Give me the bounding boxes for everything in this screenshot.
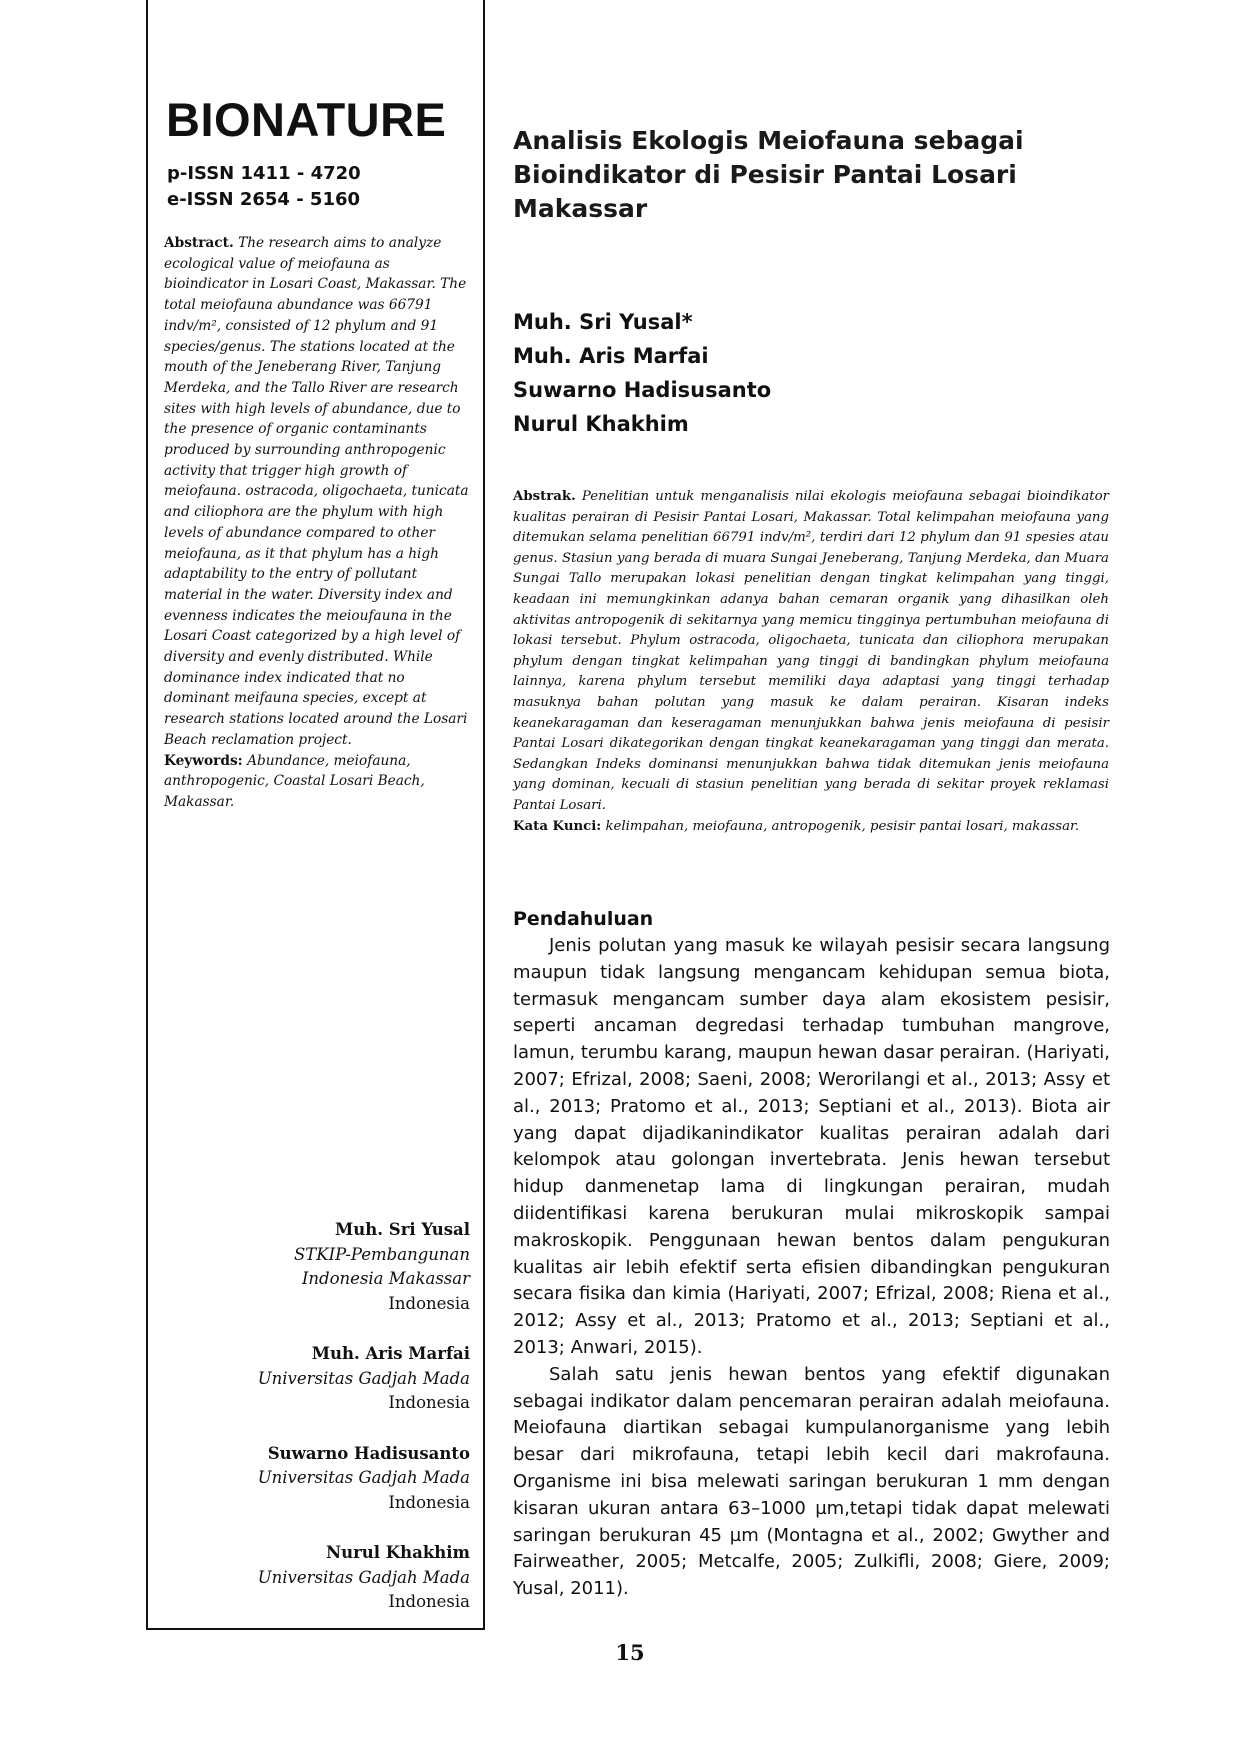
affiliation-name: Muh. Sri Yusal <box>335 1220 470 1239</box>
author-name: Muh. Sri Yusal* <box>513 310 693 334</box>
author-affiliations <box>164 1218 470 1641</box>
affiliation-institution: Universitas Gadjah Mada <box>257 1368 470 1388</box>
affiliation-name: Nurul Khakhim <box>326 1543 470 1562</box>
paragraph: Jenis polutan yang masuk ke wilayah pesisir secara langsung maupun tidak langsung mengancam kehidupan semua biota, termasuk mengancam sumber daya alam ekosistem pesisir, seperti ancaman degredasi terhadap tumbuhan mangrove, lamun, terumbu karang, maupun hewan dasar perairan. (Hariyati, 2007; Efrizal, 2008; Saeni, 2008; Werorilangi et al., 2013; Assy et al., 2013; Pratomo et al., 2013; Septiani et al., 2013). Biota air yang dapat dijadikanindikator kualitas perairan adalah dari kelompok atau golongan invertebrata. Jenis hewan tersebut hidup danmenetap lama di lingkungan perairan, mudah diidentifikasi karena berukuran mulai mikroskopik sampai makroskopik. Penggunaan hewan bentos dalam pengukuran kualitas air lebih efektif serta efisien dibandingkan pengukuran secara fisika dan kimia (Hariyati, 2007; Efrizal, 2008; Riena et al., 2012; Assy et al., 2013; Pratomo et al., 2013; Septiani et al., 2013; Anwari, 2015). <box>513 935 1110 1358</box>
section-heading-introduction: Pendahuluan <box>513 908 654 930</box>
affiliation-country: Indonesia <box>388 1393 470 1412</box>
affiliation-name: Suwarno Hadisusanto <box>267 1443 470 1463</box>
affiliation-block <box>164 1342 470 1416</box>
author-name: Suwarno Hadisusanto <box>513 378 772 402</box>
affiliation-country: Indonesia <box>388 1492 470 1512</box>
affiliation-block <box>164 1442 470 1516</box>
article-title: Analisis Ekologis Meiofauna sebagai Bioindikator di Pesisir Pantai Losari Makassar <box>513 126 1024 223</box>
author-name: Muh. Aris Marfai <box>513 344 709 368</box>
keywords-label: Keywords: <box>164 752 243 769</box>
keywords-text: Abundance, meiofauna, anthropogenic, Coastal Losari Beach, Makassar. <box>164 752 425 810</box>
affiliation-country: Indonesia <box>388 1592 470 1611</box>
affiliation-country: Indonesia <box>388 1293 470 1313</box>
abstract-label: Abstract. <box>164 235 234 251</box>
keywords-line <box>164 751 469 813</box>
p-issn: p-ISSN 1411 - 4720 <box>167 163 361 184</box>
kata-kunci-label: Kata Kunci: <box>513 818 602 834</box>
affiliation-name: Muh. Aris Marfai <box>311 1344 470 1363</box>
introduction-body <box>513 933 1110 1603</box>
author-list <box>513 305 771 441</box>
affiliation-institution: STKIP-Pembangunan Indonesia Makassar <box>293 1244 470 1288</box>
english-abstract <box>164 233 469 813</box>
journal-name: BIONATURE <box>166 93 447 146</box>
affiliation-institution: Universitas Gadjah Mada <box>257 1567 470 1587</box>
author-name: Nurul Khakhim <box>513 412 689 436</box>
affiliation-institution: Universitas Gadjah Mada <box>257 1468 470 1487</box>
e-issn: e-ISSN 2654 - 5160 <box>167 189 361 210</box>
paragraph: Salah satu jenis hewan bentos yang efektif digunakan sebagai indikator dalam pencemaran perairan adalah meiofauna. Meiofauna diartikan sebagai kumpulanorganisme yang lebih besar dari mikrofauna, tetapi lebih kecil dari makrofauna. Organisme ini bisa melewati saringan berukuran 1 mm dengan kisaran ukuran antara 63–1000 µm,tetapi tidak dapat melewati saringan berukuran 45 µm (Montagna et al., 2002; Gwyther and Fairweather, 2005; Metcalfe, 2005; Zulkifli, 2008; Giere, 2009; Yusal, 2011). <box>513 1363 1110 1600</box>
indonesian-abstract <box>513 487 1109 837</box>
abstract-text: The research aims to analyze ecological value of meiofauna as bioindicator in Losari Coast, Makassar. The total meiofauna abundance was 66791 indv/m², consisted of 12 phylum and 91 species/genus. The stations located at the mouth of the Jeneberang River, Tanjung Merdeka, and the Tallo River are research sites with high levels of abundance, due to the presence of organic contaminants produced by surrounding anthropogenic activity that trigger high growth of meiofauna. ostracoda, oligochaeta, tunicata and ciliophora are the phylum with high levels of abundance compared to other meiofauna, as it that phylum has a high adaptability to the entry of pollutant material in the water. Diversity index and evenness indicates the meioufauna in the Losari Coast categorized by a high level of diversity and evenly distributed. While dominance index indicated that no dominant meifauna species, except at research stations located around the Losari Beach reclamation project. <box>164 235 469 748</box>
affiliation-block <box>164 1218 470 1316</box>
abstrak-label: Abstrak. <box>513 489 576 504</box>
kata-kunci-text: kelimpahan, meiofauna, antropogenik, pesisir pantai losari, makassar. <box>605 818 1080 834</box>
affiliation-block <box>164 1541 470 1615</box>
kata-kunci-line <box>513 817 1109 838</box>
abstrak-text: Penelitian untuk menganalisis nilai ekologis meiofauna sebagai bioindikator kualitas perairan di Pesisir Pantai Losari, Makassar. Total kelimpahan meiofauna yang ditemukan selama penelitian 66791 indv/m², terdiri dari 12 phylum dan 91 spesies atau genus. Stasiun yang berada di muara Sungai Jeneberang, Tanjung Merdeka, dan Muara Sungai Tallo merupakan lokasi penelitian dengan tingkat kelimpahan yang tinggi, keadaan ini memungkinkan adanya bahan cemaran organik yang dihasilkan oleh aktivitas antropogenik di sekitarnya yang memicu tingginya pertumbuhan meiofauna di lokasi tersebut. Phylum ostracoda, oligochaeta, tunicata dan ciliophora merupakan phylum dengan tingkat kelimpahan yang tinggi di bandingkan phylum meiofauna lainnya, karena phylum tersebut memiliki daya adaptasi yang tinggi terhadap masuknya bahan polutan yang masuk ke dalam perairan. Kisaran indeks keanekaragaman dan keseragaman menunjukkan bahwa jenis meiofauna di pesisir Pantai Losari dikategorikan dengan tingkat keanekaragaman yang tinggi dan merata. Sedangkan Indeks dominansi menunjukkan bahwa tidak ditemukan jenis meiofauna yang dominan, kecuali di stasiun penelitian yang berada di sekitar proyek reklamasi Pantai Losari. <box>513 489 1109 813</box>
page-number: 15 <box>615 1640 645 1665</box>
